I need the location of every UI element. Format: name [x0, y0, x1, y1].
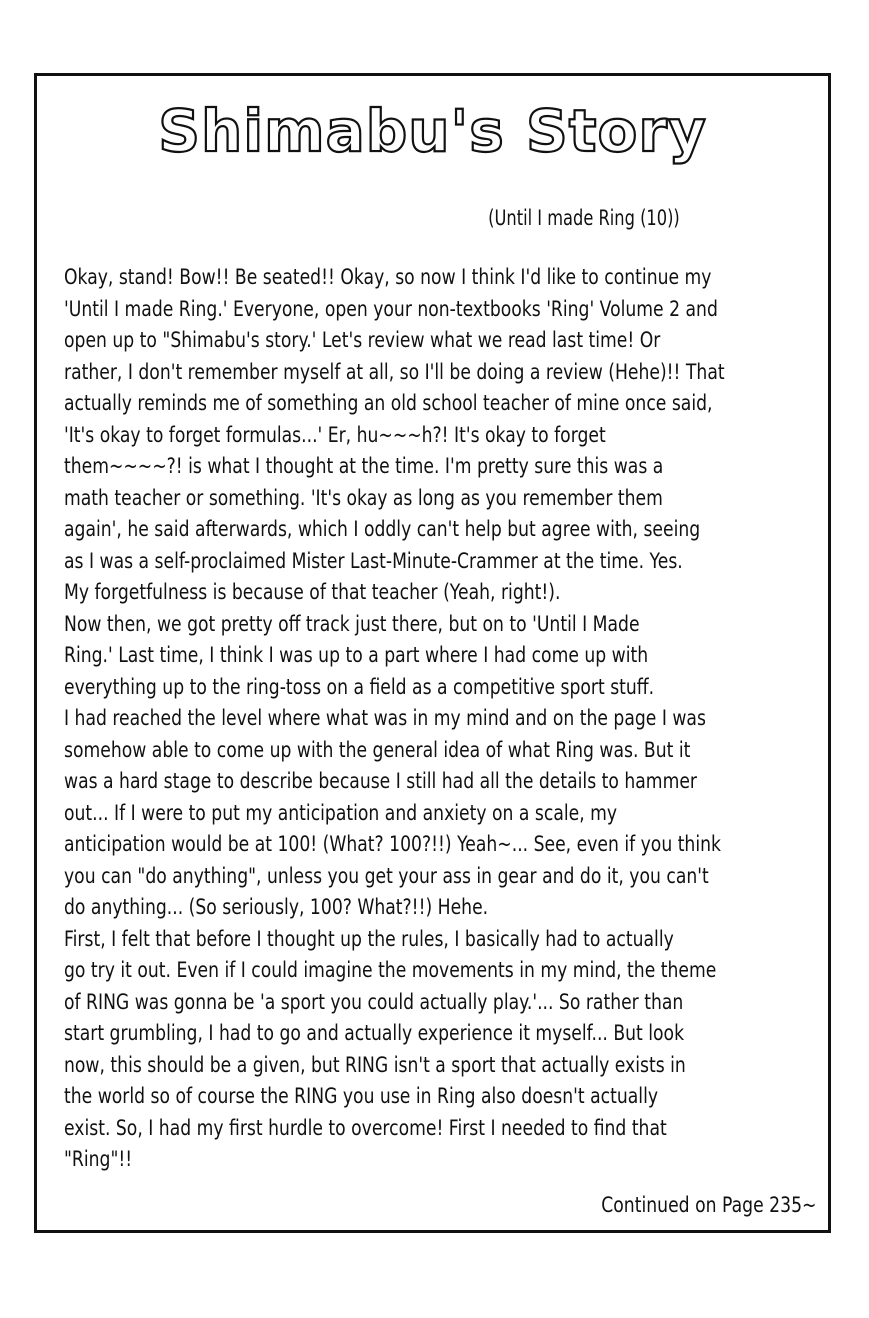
text-line: you can "do anything", unless you get your ass in gear and do it, you can't: [64, 863, 709, 889]
text-line: "Ring"!!: [64, 1147, 133, 1172]
text-line: Okay, stand! Bow!! Be seated!! Okay, so now I think I'd like to continue my: [64, 265, 712, 290]
text-line: of RING was gonna be 'a sport you could actually play.'... So rather than: [64, 989, 684, 1015]
text-line: everything up to the ring-toss on a field as a competitive sport stuff.: [64, 674, 655, 700]
page-subtitle: (Until I made Ring (10)): [488, 206, 680, 230]
text-line: out... If I were to put my anticipation and anxiety on a scale, my: [64, 800, 618, 826]
text-line: open up to "Shimabu's story.' Let's review what we read last time! Or: [64, 328, 661, 353]
text-line: go try it out. Even if I could imagine the movements in my mind, the theme: [64, 958, 717, 983]
text-line: Ring.' Last time, I think I was up to a part where I had come up with: [64, 643, 649, 668]
continued-note: Continued on Page 235~: [600, 1193, 816, 1217]
text-line: anticipation would be at 100! (What? 100?!!) Yeah~... See, even if you think: [64, 832, 721, 857]
page-title: Shimabu's Story: [158, 97, 707, 165]
text-line: First, I felt that before I thought up the rules, I basically had to actually: [64, 926, 674, 952]
text-line: exist. So, I had my first hurdle to overcome! First I needed to find that: [64, 1115, 667, 1141]
text-line: the world so of course the RING you use in Ring also doesn't actually: [64, 1084, 659, 1109]
text-line: as I was a self-proclaimed Mister Last-Minute-Crammer at the time. Yes.: [64, 548, 683, 574]
text-line: I had reached the level where what was in my mind and on the page I was: [64, 706, 706, 731]
text-line: was a hard stage to describe because I still had all the details to hammer: [64, 769, 697, 794]
text-line: math teacher or something. 'It's okay as long as you remember them: [64, 485, 663, 511]
text-line: Now then, we got pretty off track just there, but on to 'Until I Made: [64, 611, 640, 637]
text-line: now, this should be a given, but RING isn't a sport that actually exists in: [64, 1052, 686, 1078]
text-line: 'It's okay to forget formulas...' Er, hu~~~h?! It's okay to forget: [64, 422, 606, 448]
text-line: somehow able to come up with the general idea of what Ring was. But it: [64, 737, 691, 763]
text-line: 'Until I made Ring.' Everyone, open your non-textbooks 'Ring' Volume 2 and: [64, 296, 718, 322]
text-line: do anything... (So seriously, 100? What?!!) Hehe.: [64, 895, 489, 920]
text-line: start grumbling, I had to go and actually experience it myself... But look: [64, 1021, 685, 1046]
text-line: actually reminds me of something an old school teacher of mine once said,: [64, 391, 713, 416]
text-line: My forgetfulness is because of that teacher (Yeah, right!).: [64, 580, 561, 605]
text-line: again', he said afterwards, which I oddly can't help but agree with, seeing: [64, 517, 701, 542]
text-line: them~~~~?! is what I thought at the time. I'm pretty sure this was a: [64, 454, 664, 479]
page-frame: [34, 73, 831, 1233]
text-line: rather, I don't remember myself at all, so I'll be doing a review (Hehe)!! That: [64, 359, 725, 385]
body-text: [64, 262, 804, 1176]
